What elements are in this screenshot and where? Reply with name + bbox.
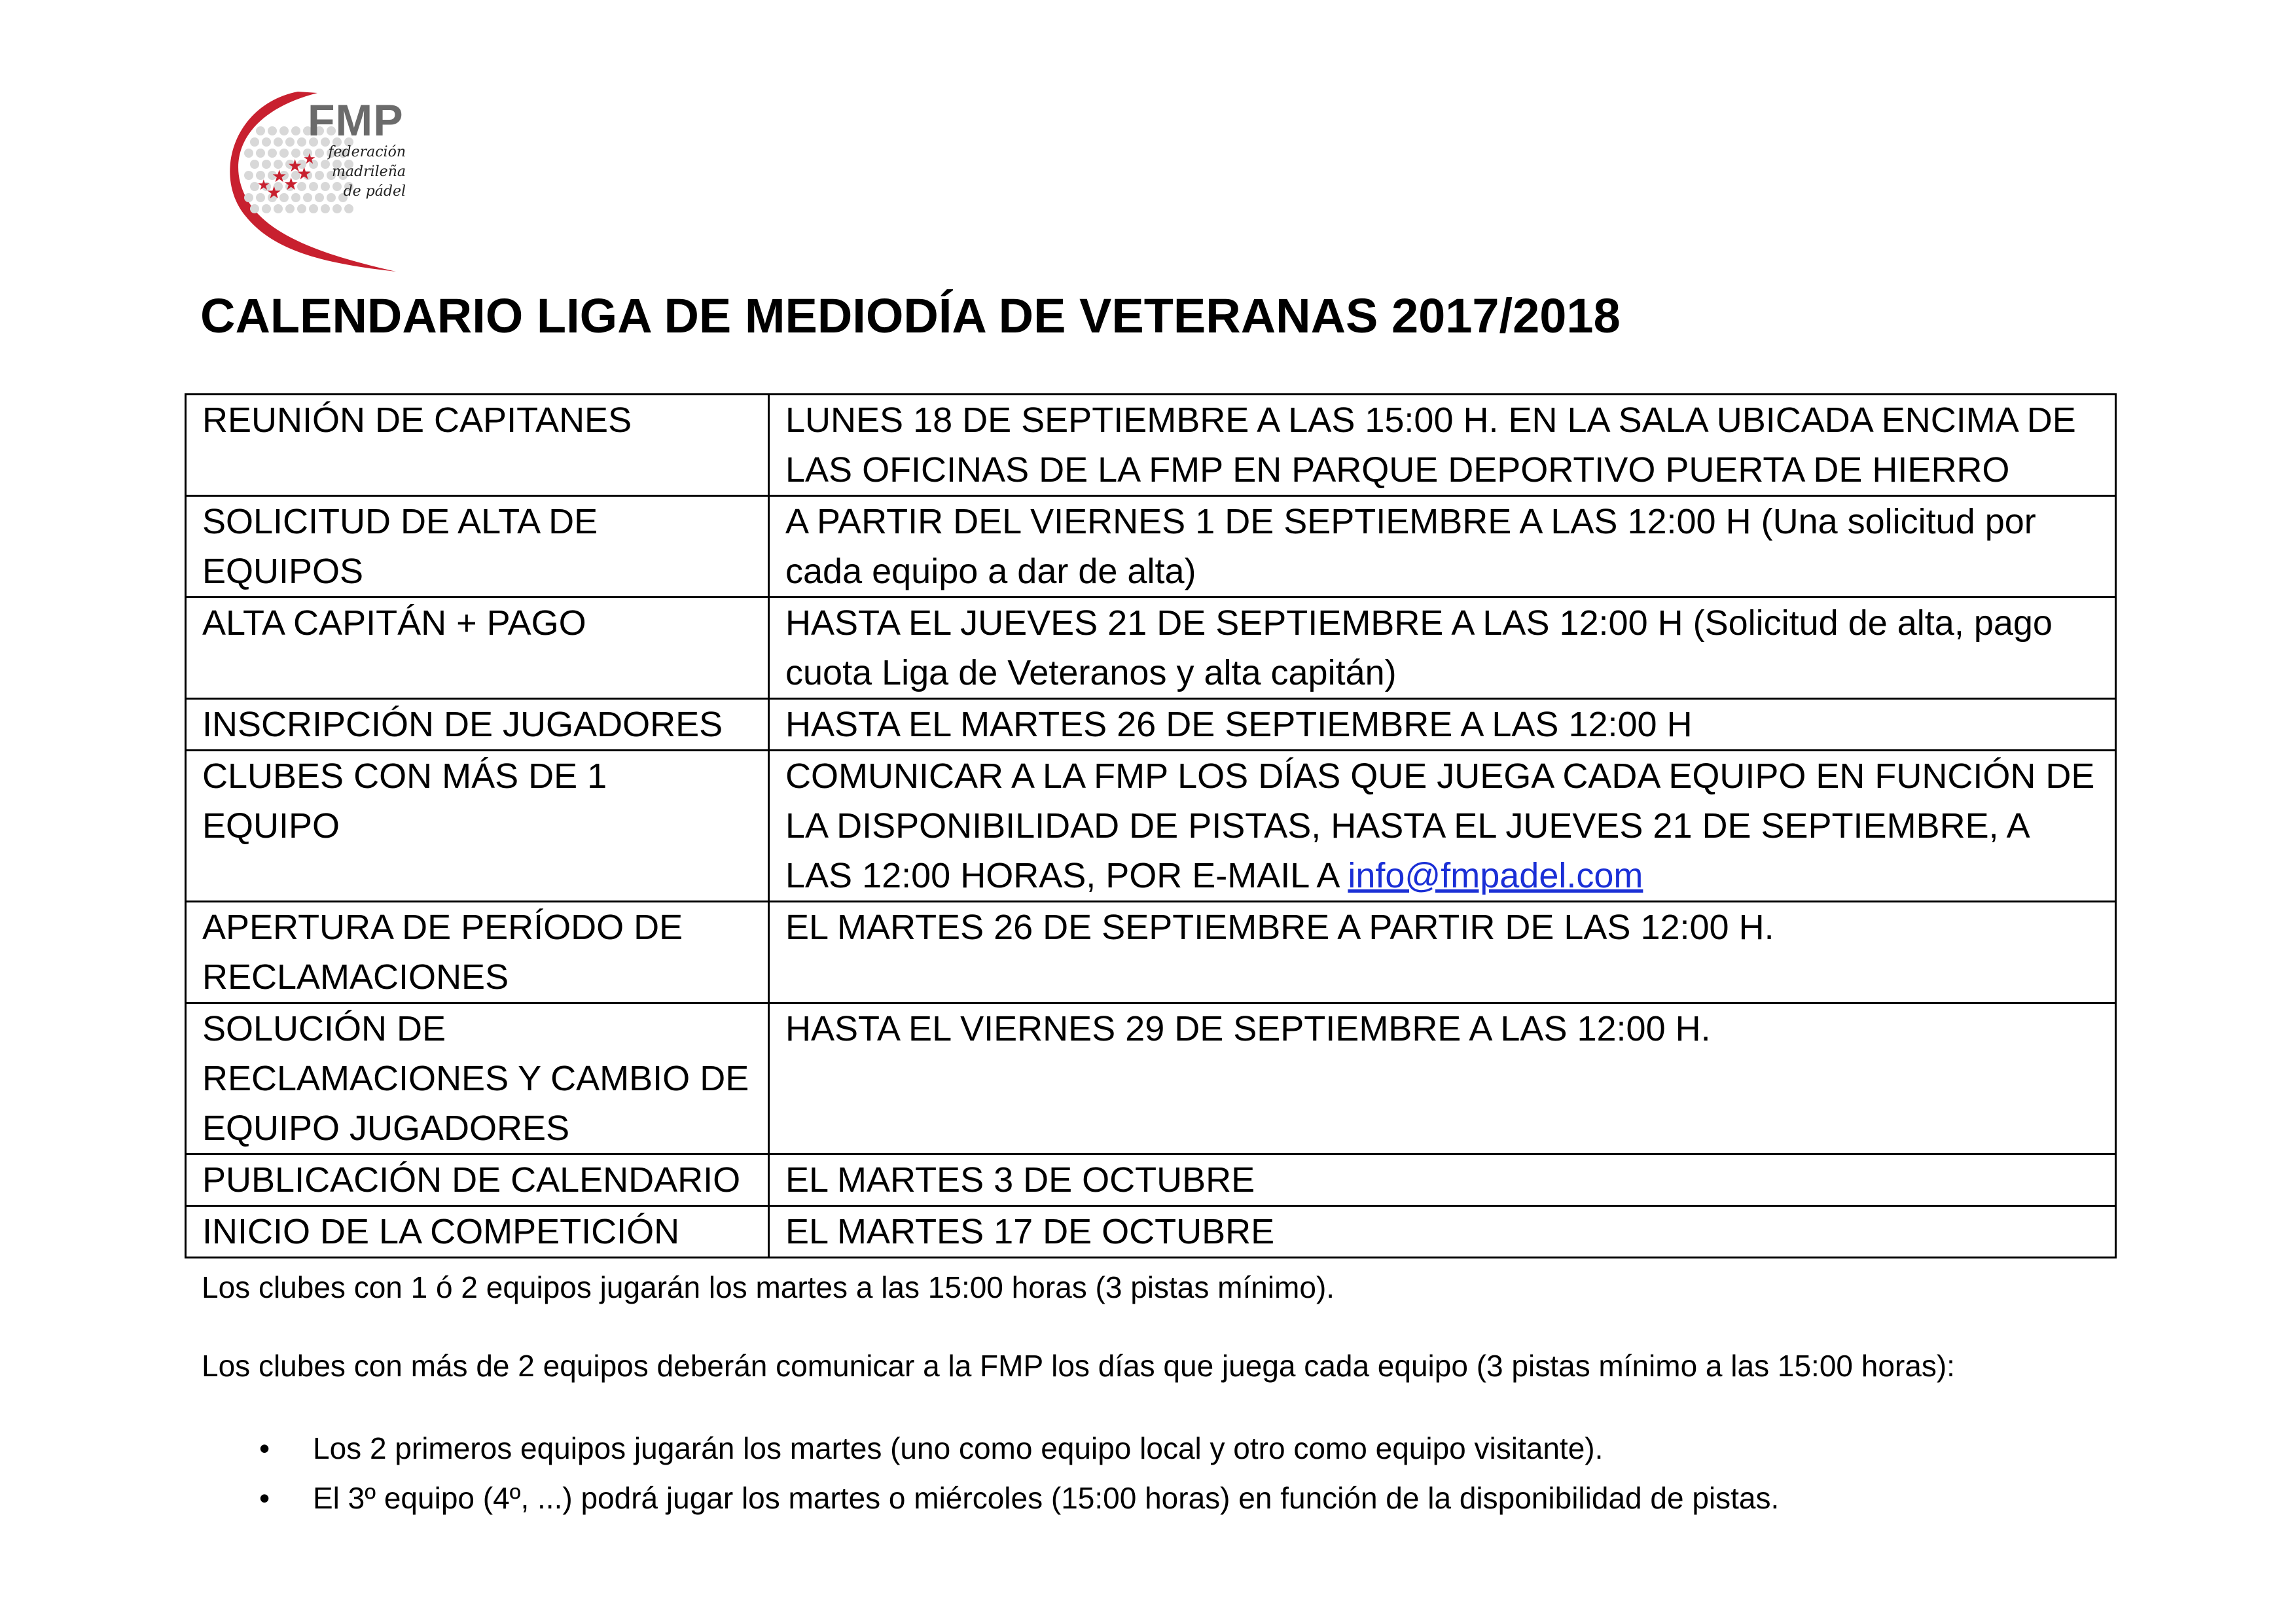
list-item (202, 1423, 1779, 1473)
list-item (202, 1473, 1779, 1523)
logo-dot (250, 137, 259, 147)
table-row (186, 1206, 2116, 1258)
logo-dot (256, 149, 265, 158)
svg-text:★: ★ (272, 167, 287, 187)
svg-text:★: ★ (283, 175, 299, 194)
logo-dot (274, 137, 283, 147)
logo-dot (344, 204, 353, 213)
table-row (186, 1154, 2116, 1206)
logo-dot (332, 204, 342, 213)
logo-dot (244, 193, 253, 202)
logo-dot (297, 137, 306, 147)
fmp-logo (219, 85, 442, 275)
logo-dot (250, 160, 259, 169)
logo-dot (285, 137, 295, 147)
row-value: HASTA EL JUEVES 21 DE SEPTIEMBRE A LAS 12:00 H (Solicitud de alta, pago cuota Liga de Veteranos y alta capitán) (769, 597, 2116, 699)
table-row (186, 496, 2116, 597)
bullet-icon: • (259, 1481, 270, 1515)
row-value: HASTA EL MARTES 26 DE SEPTIEMBRE A LAS 12:00 H (769, 699, 2116, 751)
logo-dot (274, 204, 283, 213)
logo-dot (244, 149, 253, 158)
logo-dot (250, 204, 259, 213)
note-paragraph-1: Los clubes con 1 ó 2 equipos jugarán los martes a las 15:00 horas (3 pistas mínimo). (202, 1270, 1335, 1304)
svg-text:★: ★ (296, 164, 312, 184)
svg-text:★: ★ (257, 177, 270, 194)
table-row (186, 699, 2116, 751)
logo-dot (262, 137, 271, 147)
row-value: HASTA EL VIERNES 29 DE SEPTIEMBRE A LAS 12:00 H. (769, 1003, 2116, 1154)
row-label: APERTURA DE PERÍODO DE RECLAMACIONES (186, 902, 769, 1003)
logo-dot (256, 126, 265, 135)
email-link[interactable]: info@fmpadel.com (1348, 856, 1643, 895)
row-label: INSCRIPCIÓN DE JUGADORES (186, 699, 769, 751)
row-value: EL MARTES 26 DE SEPTIEMBRE A PARTIR DE LAS 12:00 H. (769, 902, 2116, 1003)
logo-dot (268, 149, 277, 158)
row-value (769, 751, 2116, 902)
logo-dot (279, 126, 289, 135)
logo-text (308, 98, 406, 202)
svg-text:★: ★ (287, 156, 303, 176)
logo-acronym-p: P (373, 96, 404, 145)
logo-dot (262, 160, 271, 169)
logo-dot (244, 171, 253, 180)
table-row (186, 902, 2116, 1003)
svg-text:★: ★ (266, 183, 282, 203)
logo-dot (309, 204, 318, 213)
logo-dot (285, 204, 295, 213)
logo-dot (268, 126, 277, 135)
bullet-list (202, 1423, 1779, 1523)
logo-dot (262, 204, 271, 213)
bullet-icon: • (259, 1431, 270, 1465)
row-label: REUNIÓN DE CAPITANES (186, 395, 769, 496)
row-label: SOLUCIÓN DE RECLAMACIONES Y CAMBIO DE EQUIPO JUGADORES (186, 1003, 769, 1154)
row-label: PUBLICACIÓN DE CALENDARIO (186, 1154, 769, 1206)
logo-dot (291, 193, 300, 202)
row-label: SOLICITUD DE ALTA DE EQUIPOS (186, 496, 769, 597)
row-value: A PARTIR DEL VIERNES 1 DE SEPTIEMBRE A LAS 12:00 H (Una solicitud por cada equipo a dar de alta) (769, 496, 2116, 597)
logo-acronym-fm: FM (308, 96, 374, 145)
page-title: CALENDARIO LIGA DE MEDIODÍA DE VETERANAS 2017/2018 (200, 289, 1621, 343)
table-row (186, 1003, 2116, 1154)
row-label: CLUBES CON MÁS DE 1 EQUIPO (186, 751, 769, 902)
row-value: LUNES 18 DE SEPTIEMBRE A LAS 15:00 H. EN LA SALA UBICADA ENCIMA DE LAS OFICINAS DE LA FMP EN PARQUE DEPORTIVO PUERTA DE HIERRO (769, 395, 2116, 496)
table-row (186, 597, 2116, 699)
logo-dot (256, 193, 265, 202)
row-value: EL MARTES 3 DE OCTUBRE (769, 1154, 2116, 1206)
list-item-text: Los 2 primeros equipos jugarán los martes (uno como equipo local y otro como equipo visitante). (313, 1431, 1604, 1465)
logo-dot (297, 204, 306, 213)
row-value-text: COMUNICAR A LA FMP LOS DÍAS QUE JUEGA CADA EQUIPO EN FUNCIÓN DE LA DISPONIBILIDAD DE PISTAS, HASTA EL JUEVES 21 DE SEPTIEMBRE, A LAS 12:00 HORAS, POR E-MAIL A (785, 757, 2095, 895)
logo-line-3: de pádel (343, 183, 406, 200)
svg-text:★: ★ (303, 151, 316, 168)
logo-acronym (308, 98, 406, 143)
row-value: EL MARTES 17 DE OCTUBRE (769, 1206, 2116, 1258)
logo-line-1: federación (328, 144, 406, 160)
list-item-text: El 3º equipo (4º, ...) podrá jugar los martes o miércoles (15:00 horas) en función de la disponibilidad de pistas. (313, 1481, 1780, 1515)
row-label: ALTA CAPITÁN + PAGO (186, 597, 769, 699)
note-paragraph-2: Los clubes con más de 2 equipos deberán comunicar a la FMP los días que juega cada equipo (3 pistas mínimo a las 15:00 horas): (202, 1349, 1955, 1383)
row-label: INICIO DE LA COMPETICIÓN (186, 1206, 769, 1258)
table-row (186, 751, 2116, 902)
table-row (186, 395, 2116, 496)
logo-line-2: madrileña (332, 164, 406, 180)
logo-dot (321, 204, 330, 213)
logo-dot (291, 126, 300, 135)
calendar-table (185, 393, 2117, 1258)
